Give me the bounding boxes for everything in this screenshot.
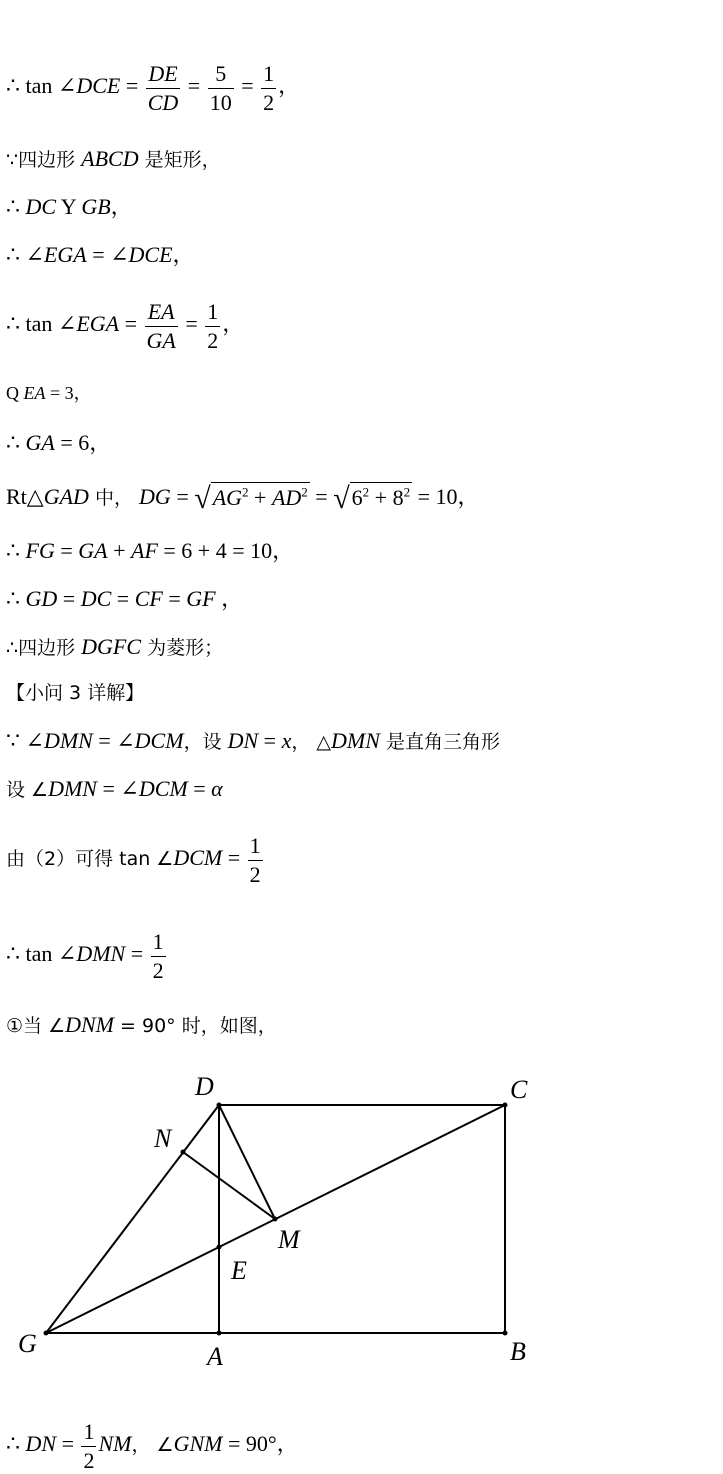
text-mid: = ∠ (97, 776, 139, 801)
math-var: GAD (44, 484, 89, 509)
number: 8 (393, 485, 404, 510)
text-eq: = (310, 484, 333, 509)
math-var: ABCD (81, 146, 138, 171)
fraction-numerator: 1 (81, 1418, 96, 1447)
math-var: GNM (174, 1431, 223, 1456)
exponent: 2 (404, 485, 411, 500)
fraction (261, 60, 276, 116)
text-eq: = (258, 728, 281, 753)
text-lead: Rt△ (6, 484, 44, 509)
text-lead: 由（2）可得 tan ∠ (6, 848, 173, 870)
fraction-numerator: 1 (205, 298, 220, 327)
equation-tan-dmn (6, 928, 168, 984)
label-g: G (18, 1329, 37, 1358)
label-c: C (510, 1075, 528, 1104)
equation-fg (6, 540, 294, 562)
math-var: DG (139, 484, 171, 509)
text-eq: = (111, 586, 134, 611)
point-a (217, 1331, 222, 1336)
fraction-numerator: 5 (208, 60, 234, 89)
square-root (194, 484, 310, 514)
statement-parallel (6, 196, 133, 218)
geometry-figure (0, 1060, 723, 1380)
text-plus: + (108, 538, 131, 563)
text-mid: Y (56, 194, 81, 219)
text-lead: ∴ tan ∠ (6, 941, 76, 966)
fraction-denominator: 2 (81, 1447, 96, 1474)
equation-tan-dcm (6, 832, 265, 888)
fraction-denominator: 2 (248, 861, 263, 889)
text-tail: = 90°， (222, 1431, 298, 1456)
fraction (145, 298, 178, 354)
text-plus: + (369, 485, 392, 510)
fraction-denominator: GA (145, 327, 178, 355)
text-mid: ， ∠ (131, 1434, 173, 1456)
radical-sign: √ (194, 482, 210, 515)
text-eq: = (188, 776, 211, 801)
fraction-denominator: 2 (151, 957, 166, 985)
section-heading: 【小问 3 详解】 (6, 684, 144, 703)
text-eq: = (236, 73, 259, 98)
text-eq: = (57, 586, 80, 611)
math-var: DC (81, 586, 112, 611)
math-var: AG (213, 485, 242, 510)
label-d: D (194, 1072, 214, 1101)
statement-rhombus (6, 636, 223, 658)
text-eq: = (222, 845, 245, 870)
math-var: EGA (76, 311, 119, 336)
text-tail: 是矩形， (139, 149, 221, 171)
text-lead: ∴ (6, 430, 26, 455)
text-lead: ∴ (6, 1431, 26, 1456)
math-var: CF (135, 586, 163, 611)
square-root (333, 484, 412, 514)
text-tail: ， (216, 586, 244, 611)
point-b (503, 1331, 508, 1336)
point-g (44, 1331, 49, 1336)
fraction (146, 60, 181, 116)
statement-dmn (6, 730, 500, 752)
text-lead: ∴四边形 (6, 637, 81, 659)
text-lead: 设 ∠ (6, 779, 48, 801)
text-eq: = (125, 941, 148, 966)
equation-dn (6, 1418, 299, 1474)
text-lead: ∴ (6, 194, 26, 219)
equation-tan-ega (6, 298, 244, 354)
text-tail: ， (222, 311, 244, 336)
fraction (205, 298, 220, 354)
math-var: FG (26, 538, 55, 563)
text-tail: = 10， (412, 484, 479, 509)
text-lead: ∵四边形 (6, 149, 81, 171)
point-e (217, 1245, 222, 1250)
math-var: AD (272, 485, 301, 510)
text-mid: = ∠ (93, 728, 135, 753)
fraction-denominator: 10 (208, 89, 234, 117)
point-d (217, 1103, 222, 1108)
text-lead: ∴ tan ∠ (6, 311, 76, 336)
math-var: DCE (76, 73, 120, 98)
text-tail: = 6 + 4 = 10， (158, 538, 294, 563)
label-b: B (510, 1337, 526, 1366)
fraction-numerator: 1 (248, 832, 263, 861)
math-var: DMN (76, 941, 125, 966)
text-mid: ， △ (291, 731, 331, 753)
text-eq: = (171, 484, 194, 509)
text-tail: 是直角三角形 (380, 731, 500, 753)
math-var: x (282, 728, 292, 753)
fraction-denominator: 2 (205, 327, 220, 355)
text-eq: = (55, 538, 78, 563)
text-lead: ∴ (6, 586, 26, 611)
label-e: E (230, 1256, 247, 1285)
math-var: GD (26, 586, 58, 611)
segment-gd (46, 1105, 219, 1333)
exponent: 2 (301, 485, 308, 500)
text-tail: ， (111, 194, 133, 219)
label-m: M (277, 1225, 301, 1254)
math-var: AF (131, 538, 158, 563)
math-var: DCM (135, 728, 184, 753)
point-n (181, 1150, 186, 1155)
text-lead: ∴ tan ∠ (6, 73, 76, 98)
math-var: GB (81, 194, 110, 219)
statement-ga (6, 432, 111, 454)
text-tail: = 90° 时，如图， (114, 1015, 277, 1037)
text-eq: = (182, 73, 205, 98)
statement-angle-equal (6, 244, 195, 266)
statement-alpha (6, 778, 223, 800)
text-tail: = 6， (55, 430, 111, 455)
math-var: DCM (139, 776, 188, 801)
math-var: GA (78, 538, 107, 563)
fraction-denominator: CD (146, 89, 181, 117)
text-tail: 为菱形； (141, 637, 223, 659)
segment-nm (183, 1152, 275, 1219)
fraction-numerator: 1 (151, 928, 166, 957)
label-a: A (205, 1342, 223, 1371)
statement-rectangle (6, 148, 221, 170)
math-var: DN (26, 1431, 57, 1456)
text-mid: 中， (89, 487, 139, 509)
point-c (503, 1103, 508, 1108)
label-n: N (153, 1124, 173, 1153)
fraction-numerator: EA (145, 298, 178, 327)
statement-ea (6, 384, 92, 402)
math-var: DCM (173, 845, 222, 870)
equation-gd (6, 588, 243, 610)
math-var: α (211, 776, 223, 801)
case-one (6, 1014, 277, 1036)
number: 6 (352, 485, 363, 510)
text-lead: Q (6, 383, 24, 403)
math-var: NM (98, 1431, 131, 1456)
text-tail: ， (278, 73, 300, 98)
text-lead: ∴ (6, 538, 26, 563)
math-var: DCE (129, 242, 173, 267)
math-var: DMN (44, 728, 93, 753)
exponent: 2 (363, 485, 370, 500)
math-var: GF (186, 586, 215, 611)
math-var: DMN (331, 728, 380, 753)
fraction-numerator: DE (146, 60, 181, 89)
text-eq: = (120, 73, 143, 98)
text-mid: = ∠ (87, 242, 129, 267)
text-tail: ， (173, 242, 195, 267)
fraction (248, 832, 263, 888)
equation-tan-dce (6, 60, 300, 116)
math-var: DGFC (81, 634, 141, 659)
text-eq: = (180, 311, 203, 336)
exponent: 2 (242, 485, 249, 500)
fraction (151, 928, 166, 984)
fraction (208, 60, 234, 116)
math-var: DC (26, 194, 57, 219)
text-eq: = (163, 586, 186, 611)
fraction-denominator: 2 (261, 89, 276, 117)
text-eq: = (56, 1431, 79, 1456)
math-var: DN (228, 728, 259, 753)
equation-dg (6, 484, 480, 514)
fraction-numerator: 1 (261, 60, 276, 89)
segment-dm (219, 1105, 275, 1219)
math-var: DNM (65, 1012, 114, 1037)
text-lead: ①当 ∠ (6, 1015, 65, 1037)
radical-sign: √ (333, 482, 349, 515)
text-mid: ，设 (184, 731, 228, 753)
text-eq: = (119, 311, 142, 336)
text-lead: ∵ ∠ (6, 728, 44, 753)
math-var: GA (26, 430, 55, 455)
text-tail: = 3， (46, 383, 92, 403)
math-var: EA (24, 383, 46, 403)
text-plus: + (249, 485, 272, 510)
math-var: DMN (48, 776, 97, 801)
fraction (81, 1418, 96, 1474)
point-m (273, 1217, 278, 1222)
text-lead: ∴ ∠ (6, 242, 44, 267)
math-var: EGA (44, 242, 87, 267)
